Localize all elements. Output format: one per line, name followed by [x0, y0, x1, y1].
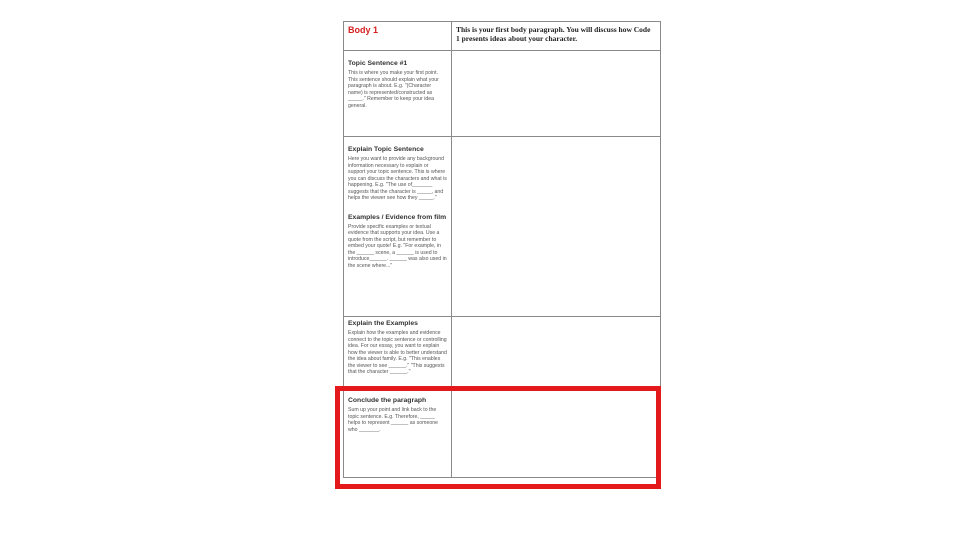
row-title: Conclude the paragraph [348, 397, 427, 404]
paragraph-planner-table [343, 21, 661, 478]
prompt-cell [344, 317, 452, 388]
response-cell[interactable] [452, 388, 661, 478]
body-heading: Body 1 [348, 25, 379, 35]
row-title: Topic Sentence #1 [348, 60, 408, 67]
header-row [344, 22, 661, 51]
table-row [344, 51, 661, 137]
response-cell[interactable] [452, 317, 661, 388]
row-body: Sum up your point and link back to the topic sentence. E.g. Therefore, _____ helps to represent ______ as someone who _______. [348, 407, 438, 433]
prompt-cell [344, 51, 452, 137]
prompt-cell [344, 137, 452, 317]
header-intro-cell [452, 22, 661, 51]
row-body: This is where you make your first point. This sentence should explain what your paragraph is about. E.g. "(Character name) is represented/constructed as _____." Remember to keep your idea general. [348, 70, 439, 109]
table-row [344, 388, 661, 478]
row-body: Explain how the examples and evidence connect to the topic sentence or controlling idea. For our essay, you want to explain how the viewer is able to better understand the idea about family. E.g. "This enables the viewer to see ______." "This suggests that the character ______." [348, 330, 447, 375]
response-cell[interactable] [452, 137, 661, 317]
row-title: Explain Topic Sentence [348, 146, 424, 153]
intro-text: This is your first body paragraph. You will discuss how Code 1 presents ideas about your character. [456, 25, 651, 43]
row-title: Examples / Evidence from film [348, 213, 447, 221]
row-body: Here you want to provide any background information necessary to explain or support your topic sentence. This is where you can discuss the characters and what is happening. E.g. "The use of_______ suggests that the character is _____, and helps the viewer see how they _____." [348, 156, 447, 201]
response-cell[interactable] [452, 51, 661, 137]
table-row [344, 317, 661, 388]
paragraph-planner-sheet [343, 21, 656, 481]
header-label-cell [344, 22, 452, 51]
table-row [344, 137, 661, 317]
row-body: Provide specific examples or textual evidence that supports your idea. Use a quote from the script, but remember to embed your quote! E.g. "For example, in the ______ scene, a ______ is used to introduce______. ______ was also used in the scene where..." [348, 223, 447, 269]
row-title: Explain the Examples [348, 320, 418, 327]
prompt-cell [344, 388, 452, 478]
